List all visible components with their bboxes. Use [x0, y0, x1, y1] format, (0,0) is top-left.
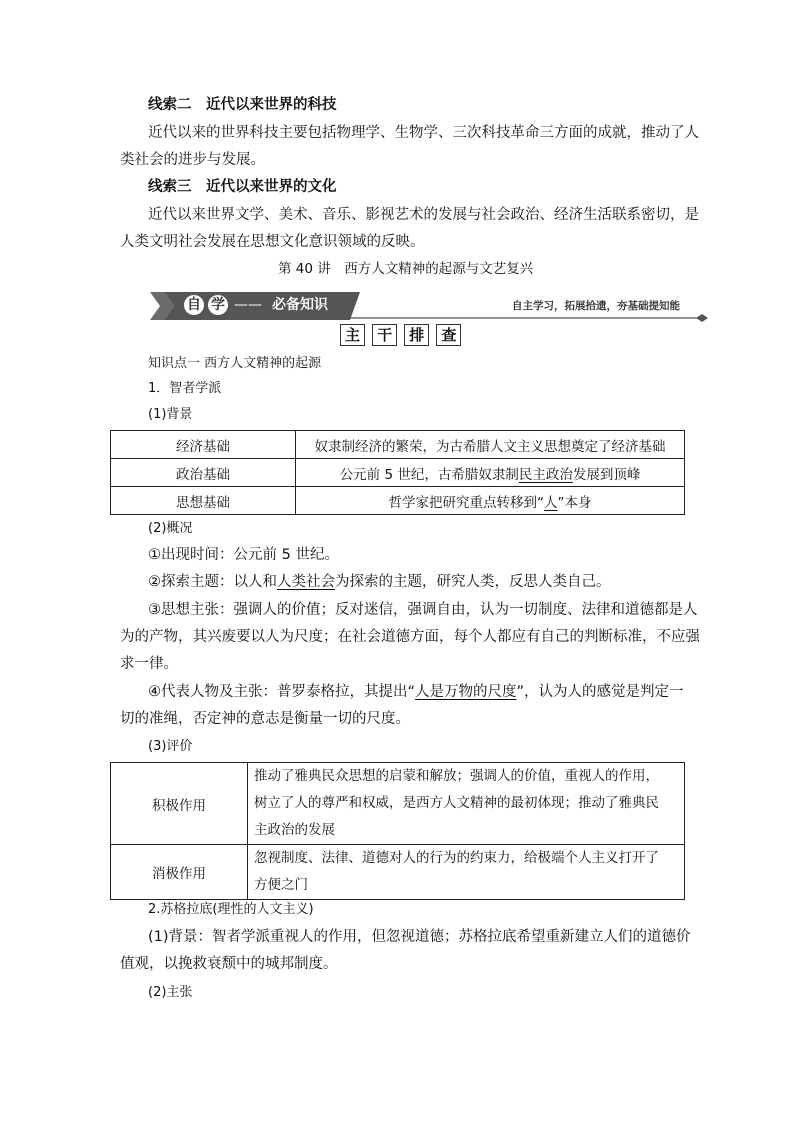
table-label: 思想基础: [111, 487, 296, 515]
clue2-line1: 近代以来的世界科技主要包括物理学、生物学、三次科技革命三方面的成就，推动了人: [148, 125, 699, 141]
socrates-background-line1: (1)背景：智者学派重视人的作用，但忽视道德；苏格拉底希望重新建立人们的道德价: [148, 929, 691, 945]
table-label: 经济基础: [111, 431, 296, 459]
overview-idea-line2: 为的产物，其兴废要以人为尺度；在社会道德方面，每个人都应有自己的判断标准，不应强: [120, 629, 700, 645]
tag-4: 查: [436, 324, 461, 346]
banner-label: 必备知识: [272, 297, 328, 313]
cell-underlined: 人: [544, 494, 558, 511]
table-cell: [296, 459, 685, 487]
cell-line: 忽视制度、法律、道德对人的行为的约束力，给极端个人主义打开了: [254, 850, 659, 866]
underlined-text: 人是万物的尺度: [415, 684, 517, 700]
table-label: 积极作用: [111, 763, 248, 845]
tag-2: 干: [372, 324, 397, 346]
table-label: 消极作用: [111, 845, 248, 900]
clue2-line2: 类社会的进步与发展。: [120, 152, 265, 168]
cell-line: 树立了人的尊严和权威，是西方人文精神的最初体现；推动了雅典民: [254, 795, 659, 811]
table-cell: [248, 763, 685, 845]
text: ④代表人物及主张：普罗泰格拉，其提出“: [148, 684, 416, 700]
knowledge-point-title: 知识点一 西方人文精神的起源: [148, 356, 322, 371]
self-study-banner: [150, 290, 710, 322]
table-label: 政治基础: [111, 459, 296, 487]
table-cell: [296, 487, 685, 515]
banner-char-2: 学: [208, 295, 228, 315]
text: 为探索的主题，研究人类，反思人类自己。: [335, 574, 611, 590]
table-row: [111, 459, 685, 487]
banner-dash: ——: [234, 297, 262, 313]
overview-idea-line1: ③思想主张：强调人的价值；反对迷信，强调自由，认为一切制度、法律和道德都是人: [148, 602, 698, 618]
background-heading: (1)背景: [148, 407, 193, 422]
socrates-claims-heading: (2)主张: [148, 985, 193, 1000]
clue3-line2: 人类文明社会发展在思想文化意识领域的反映。: [120, 234, 425, 250]
table-cell: [248, 845, 685, 900]
overview-figure-line2: 切的准绳，否定神的意志是衡量一切的尺度。: [120, 711, 410, 727]
tag-1: 主: [340, 324, 365, 346]
section-tags: [340, 324, 463, 346]
table-row: [111, 431, 685, 459]
cell-underlined: 民主政治: [518, 466, 573, 483]
socrates-background-line2: 值观，以挽救衰颓中的城邦制度。: [120, 956, 338, 972]
background-table: [110, 430, 685, 515]
lecture-title: 第 40 讲 西方人文精神的起源与文艺复兴: [278, 261, 534, 277]
underlined-text: 人类社会: [277, 574, 335, 590]
evaluation-heading: (3)评价: [148, 739, 193, 754]
banner-slogan: 自主学习，拓展拾遗，夯基础提知能: [512, 300, 680, 312]
text: ”，认为人的感觉是判定一: [516, 684, 684, 700]
tag-3: 排: [404, 324, 429, 346]
section-1-heading: 1．智者学派: [148, 381, 222, 396]
clue3-line1: 近代以来世界文学、美术、音乐、影视艺术的发展与社会政治、经济生活联系密切，是: [148, 207, 699, 223]
banner-char-1: 自: [184, 295, 204, 315]
cell-line: 方便之门: [254, 877, 308, 893]
cell-text: 公元前 5 世纪，古希腊奴隶制: [339, 466, 519, 483]
cell-text: ”本身: [557, 494, 592, 511]
overview-time: ①出现时间：公元前 5 世纪。: [148, 547, 339, 563]
overview-idea-line3: 求一律。: [120, 656, 178, 672]
table-row: [111, 845, 685, 900]
cell-line: 主政治的发展: [254, 822, 335, 838]
overview-figure-line1: [148, 682, 684, 702]
table-row: [111, 763, 685, 845]
evaluation-table: [110, 762, 685, 900]
clue2-title: 线索二 近代以来世界的科技: [148, 97, 337, 113]
overview-theme: [148, 572, 611, 592]
table-cell: 奴隶制经济的繁荣，为古希腊人文主义思想奠定了经济基础: [296, 431, 685, 459]
cell-text: 发展到顶峰: [572, 466, 641, 483]
section-2-heading: 2.苏格拉底(理性的人文主义): [148, 902, 314, 917]
cell-text: 哲学家把研究重点转移到“: [388, 494, 544, 511]
text: ②探索主题：以人和: [148, 574, 277, 590]
cell-line: 推动了雅典民众思想的启蒙和解放；强调人的价值，重视人的作用，: [254, 768, 659, 784]
clue3-title: 线索三 近代以来世界的文化: [148, 179, 337, 195]
table-row: [111, 487, 685, 515]
overview-heading: (2)概况: [148, 521, 193, 536]
